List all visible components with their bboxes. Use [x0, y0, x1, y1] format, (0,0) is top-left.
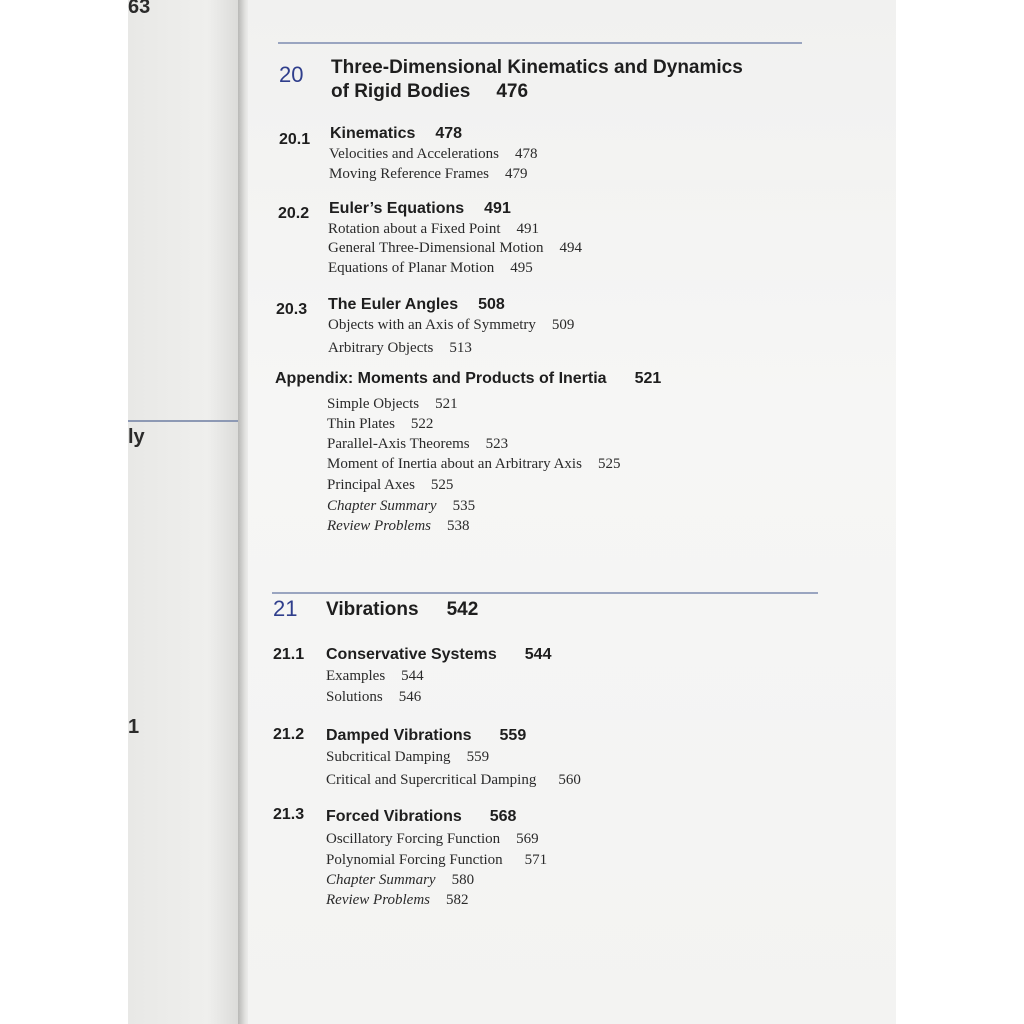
section-title-text: Conservative Systems: [326, 646, 497, 663]
chapter-number: 20: [279, 62, 304, 87]
appendix-title-text: Appendix: Moments and Products of Inertia: [275, 370, 607, 387]
section-title: [326, 646, 551, 664]
toc-entry: Thin Plates 522: [327, 416, 434, 432]
chapter-page: 542: [446, 599, 479, 620]
toc-entry: Examples 544: [326, 668, 424, 684]
toc-entry: Moment of Inertia about an Arbitrary Axis 525: [327, 456, 621, 472]
toc-entry: Equations of Planar Motion 495: [328, 260, 533, 276]
toc-entry: Oscillatory Forcing Function 569: [326, 831, 539, 847]
section-number: 20.1: [279, 131, 311, 148]
section-title: [330, 125, 462, 143]
appendix-title: [275, 370, 661, 388]
toc-entry-review-problems: Review Problems 582: [326, 892, 469, 908]
toc-entry: Arbitrary Objects 513: [328, 340, 472, 356]
section-title: [326, 727, 526, 745]
toc-entry: Parallel-Axis Theorems 523: [327, 436, 509, 452]
chapter-title: [331, 56, 743, 104]
chapter-title-line: Three-Dimensional Kinematics and Dynamics: [331, 57, 743, 78]
toc-entry: Critical and Supercritical Damping 560: [326, 772, 581, 788]
toc-entry: Rotation about a Fixed Point 491: [328, 221, 539, 237]
toc-entry: Velocities and Accelerations 478: [329, 146, 538, 162]
section-title: [329, 200, 511, 218]
left-margin-letter-2: 1: [128, 716, 140, 738]
toc-entry: Principal Axes 525: [327, 477, 454, 493]
section-title-text: Euler’s Equations: [329, 200, 465, 217]
section-title-text: Damped Vibrations: [326, 727, 472, 744]
section-page: 544: [524, 646, 552, 663]
section-number: 21.1: [273, 646, 305, 663]
chapter-rule: [278, 42, 802, 44]
toc-entry: Subcritical Damping 559: [326, 749, 490, 765]
chapter-title-text: of Rigid Bodies: [331, 81, 471, 102]
toc-page: [248, 0, 896, 1024]
toc-entry-chapter-summary: Chapter Summary 535: [327, 498, 476, 514]
section-page: 508: [478, 296, 505, 313]
toc-entry: General Three-Dimensional Motion 494: [328, 240, 582, 256]
section-title: [326, 808, 516, 826]
section-page: 478: [435, 125, 463, 142]
section-number: 20.2: [278, 205, 310, 222]
toc-entry: Polynomial Forcing Function 571: [326, 852, 548, 868]
chapter-title-text: Vibrations: [326, 599, 419, 620]
section-title-text: The Euler Angles: [328, 296, 459, 313]
toc-entry-review-problems: Review Problems 538: [327, 518, 470, 534]
toc-entry: Simple Objects 521: [327, 396, 458, 412]
toc-entry: Moving Reference Frames 479: [329, 166, 528, 182]
chapter-title: [326, 598, 478, 622]
section-title-text: Forced Vibrations: [326, 808, 462, 825]
section-title-text: Kinematics: [330, 125, 416, 142]
appendix-page: 521: [634, 370, 662, 387]
section-number: 21.2: [273, 726, 305, 743]
left-facing-page: [128, 0, 242, 1024]
toc-entry-chapter-summary: Chapter Summary 580: [326, 872, 475, 888]
background-right: [896, 0, 1024, 1024]
toc-entry: Solutions 546: [326, 689, 422, 705]
section-page: 568: [489, 808, 517, 825]
section-title: [328, 296, 505, 314]
left-margin-letter-1: ly: [128, 426, 145, 448]
toc-entry: Objects with an Axis of Symmetry 509: [328, 317, 575, 333]
section-number: 21.3: [273, 806, 305, 823]
section-number: 20.3: [276, 301, 308, 318]
section-page: 491: [484, 200, 511, 217]
section-page: 559: [499, 727, 527, 744]
chapter-number: 21: [273, 596, 298, 621]
chapter-page: 476: [496, 81, 529, 102]
left-page-rule: [128, 420, 242, 422]
chapter-rule: [272, 592, 818, 594]
chapter-title-line: [331, 80, 743, 104]
left-page-number: 63: [128, 0, 151, 18]
